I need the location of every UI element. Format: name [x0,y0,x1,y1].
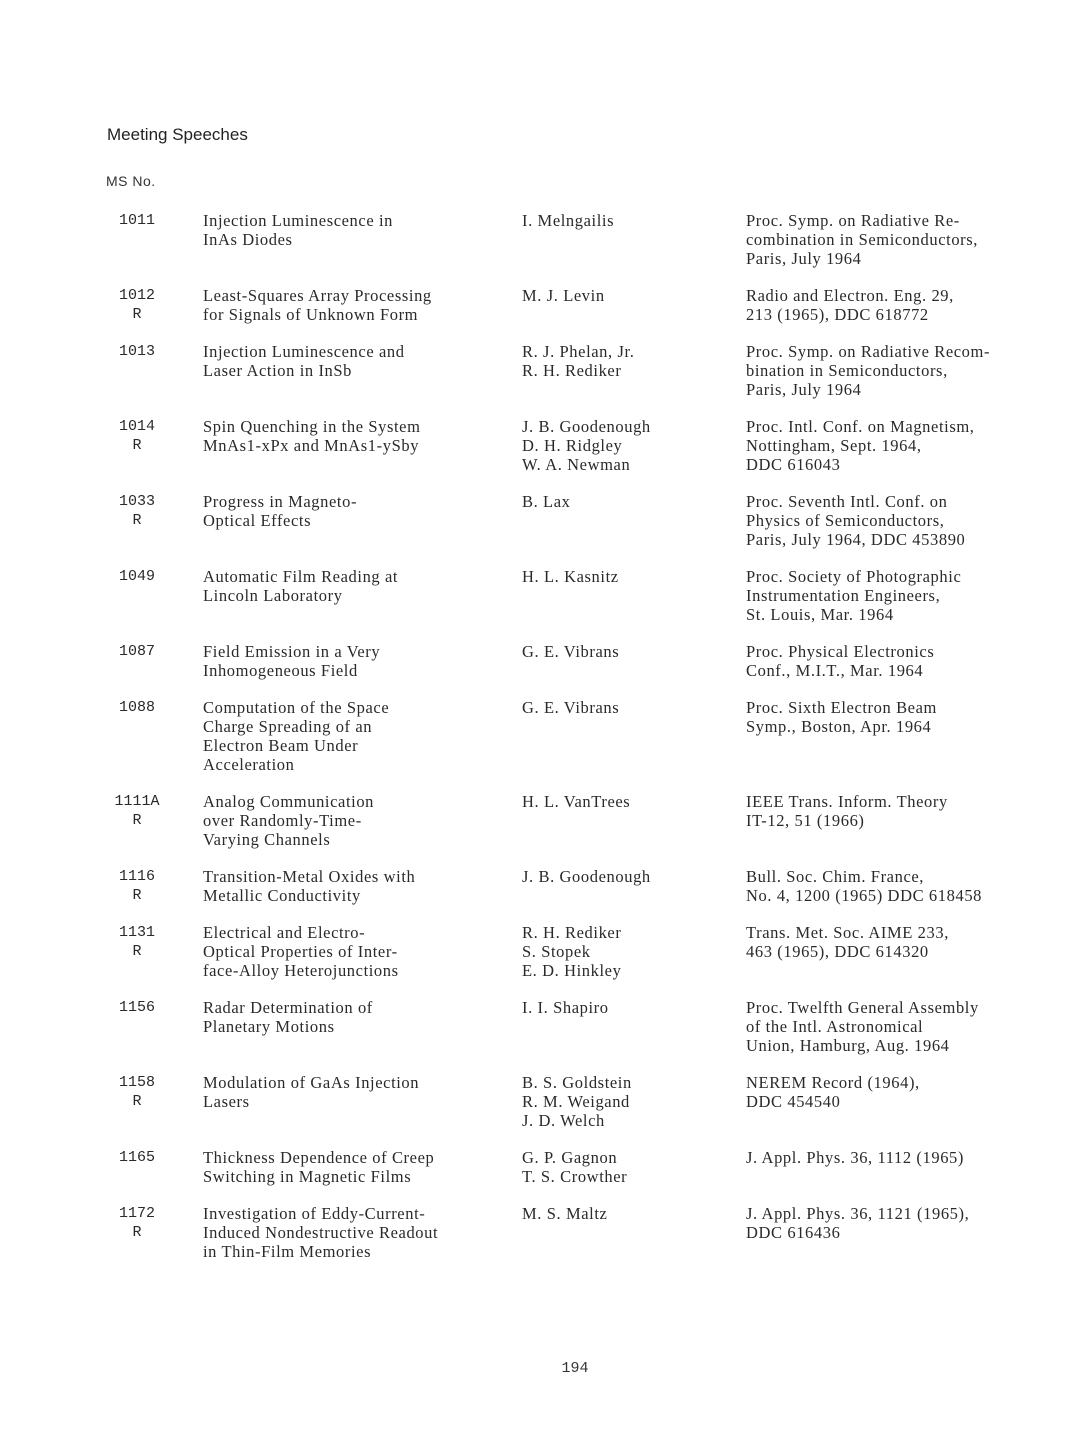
speech-authors: R. J. Phelan, Jr. R. H. Rediker [522,342,635,380]
publication-reference: Proc. Society of Photographic Instrumentation Engineers, St. Louis, Mar. 1964 [746,567,962,624]
speech-authors: J. B. Goodenough [522,867,651,886]
speech-title: Progress in Magneto- Optical Effects [203,492,358,530]
speech-entry [0,792,1085,849]
speech-entry [0,1148,1085,1186]
ms-revision-marker: R [132,812,142,829]
ms-number-value: 1087 [118,643,155,660]
speech-authors: G. P. Gagnon T. S. Crowther [522,1148,628,1186]
ms-number-value: 1116 [118,868,155,885]
speech-authors: B. S. Goldstein R. M. Weigand J. D. Welch [522,1073,632,1130]
speech-entry [0,211,1085,268]
publication-reference: Proc. Twelfth General Assembly of the Intl. Astronomical Union, Hamburg, Aug. 1964 [746,998,979,1055]
ms-number-value: 1172 [118,1205,155,1222]
ms-number [104,1148,170,1167]
ms-number [104,567,170,586]
ms-number [104,998,170,1017]
speech-authors: G. E. Vibrans [522,698,620,717]
speech-title: Modulation of GaAs Injection Lasers [203,1073,420,1111]
speech-entry [0,1204,1085,1261]
speech-authors: M. J. Levin [522,286,605,305]
speech-title: Spin Quenching in the System MnAs1-xPx and MnAs1-ySby [203,417,421,455]
ms-number-value: 1013 [118,343,155,360]
speech-title: Analog Communication over Randomly-Time- Varying Channels [203,792,375,849]
speech-title: Investigation of Eddy-Current- Induced Nondestructive Readout in Thin-Film Memories [203,1204,439,1261]
publication-reference: J. Appl. Phys. 36, 1112 (1965) [746,1148,964,1167]
speech-entry [0,286,1085,324]
speech-entry [0,642,1085,680]
speech-authors: B. Lax [522,492,571,511]
ms-revision-marker: R [132,887,142,904]
speech-entry [0,698,1085,774]
speech-authors: H. L. Kasnitz [522,567,619,586]
ms-number [104,792,170,830]
section-heading: Meeting Speeches [107,125,248,144]
ms-revision-marker: R [132,943,142,960]
ms-number-value: 1156 [118,999,155,1016]
publication-reference: Proc. Physical Electronics Conf., M.I.T., Mar. 1964 [746,642,935,680]
speech-title: Automatic Film Reading at Lincoln Laboratory [203,567,399,605]
speech-title: Field Emission in a Very Inhomogeneous Field [203,642,381,680]
speech-title: Thickness Dependence of Creep Switching in Magnetic Films [203,1148,435,1186]
publication-reference: Proc. Intl. Conf. on Magnetism, Nottingham, Sept. 1964, DDC 616043 [746,417,975,474]
ms-number-value: 1111A [114,793,160,810]
ms-number-value: 1012 [118,287,155,304]
speech-entry [0,492,1085,549]
speech-entry [0,342,1085,399]
speech-title: Injection Luminescence in InAs Diodes [203,211,394,249]
ms-revision-marker: R [132,512,142,529]
publication-reference: Bull. Soc. Chim. France, No. 4, 1200 (1965) DDC 618458 [746,867,983,905]
publication-reference: Proc. Seventh Intl. Conf. on Physics of Semiconductors, Paris, July 1964, DDC 453890 [746,492,966,549]
ms-number [104,1204,170,1242]
speech-authors: R. H. Rediker S. Stopek E. D. Hinkley [522,923,622,980]
publication-reference: Proc. Symp. on Radiative Recom- bination in Semiconductors, Paris, July 1964 [746,342,991,399]
ms-number-value: 1158 [118,1074,155,1091]
speech-authors: M. S. Maltz [522,1204,608,1223]
page-number: 194 [561,1360,589,1377]
speech-title: Computation of the Space Charge Spreading of an Electron Beam Under Acceleration [203,698,390,774]
ms-number-value: 1088 [118,699,155,716]
publication-reference: Proc. Sixth Electron Beam Symp., Boston, Apr. 1964 [746,698,937,736]
speech-title: Radar Determination of Planetary Motions [203,998,373,1036]
ms-number [104,286,170,324]
ms-number [104,492,170,530]
speech-title: Least-Squares Array Processing for Signals of Unknown Form [203,286,432,324]
publication-reference: IEEE Trans. Inform. Theory IT-12, 51 (1966) [746,792,948,830]
ms-revision-marker: R [132,437,142,454]
speech-title: Injection Luminescence and Laser Action in InSb [203,342,405,380]
speech-title: Transition-Metal Oxides with Metallic Conductivity [203,867,416,905]
ms-revision-marker: R [132,1093,142,1110]
speech-entry [0,923,1085,980]
ms-number [104,923,170,961]
ms-number [104,698,170,717]
ms-number [104,642,170,661]
speech-entry [0,567,1085,624]
publication-reference: J. Appl. Phys. 36, 1121 (1965), DDC 616436 [746,1204,970,1242]
ms-number-value: 1033 [118,493,155,510]
speech-entry [0,998,1085,1055]
ms-number-column-label: MS No. [106,173,156,189]
speech-entry [0,1073,1085,1130]
speech-title: Electrical and Electro- Optical Properties of Inter- face-Alloy Heterojunctions [203,923,399,980]
publication-reference: Radio and Electron. Eng. 29, 213 (1965), DDC 618772 [746,286,954,324]
publication-reference: NEREM Record (1964), DDC 454540 [746,1073,920,1111]
ms-number [104,1073,170,1111]
ms-number [104,417,170,455]
speech-authors: I. I. Shapiro [522,998,609,1017]
ms-number-value: 1011 [118,212,155,229]
ms-number [104,211,170,230]
ms-number-value: 1014 [118,418,155,435]
publication-reference: Trans. Met. Soc. AIME 233, 463 (1965), DDC 614320 [746,923,949,961]
speech-authors: J. B. Goodenough D. H. Ridgley W. A. Newman [522,417,651,474]
publication-reference: Proc. Symp. on Radiative Re- combination in Semiconductors, Paris, July 1964 [746,211,979,268]
speech-entry [0,867,1085,905]
ms-number-value: 1131 [118,924,155,941]
ms-number [104,342,170,361]
speech-entry [0,417,1085,474]
ms-number [104,867,170,905]
speech-authors: H. L. VanTrees [522,792,631,811]
speech-list [0,211,1085,1279]
ms-number-value: 1165 [118,1149,155,1166]
speech-authors: G. E. Vibrans [522,642,620,661]
ms-revision-marker: R [132,306,142,323]
ms-number-value: 1049 [118,568,155,585]
speech-authors: I. Melngailis [522,211,615,230]
ms-revision-marker: R [132,1224,142,1241]
